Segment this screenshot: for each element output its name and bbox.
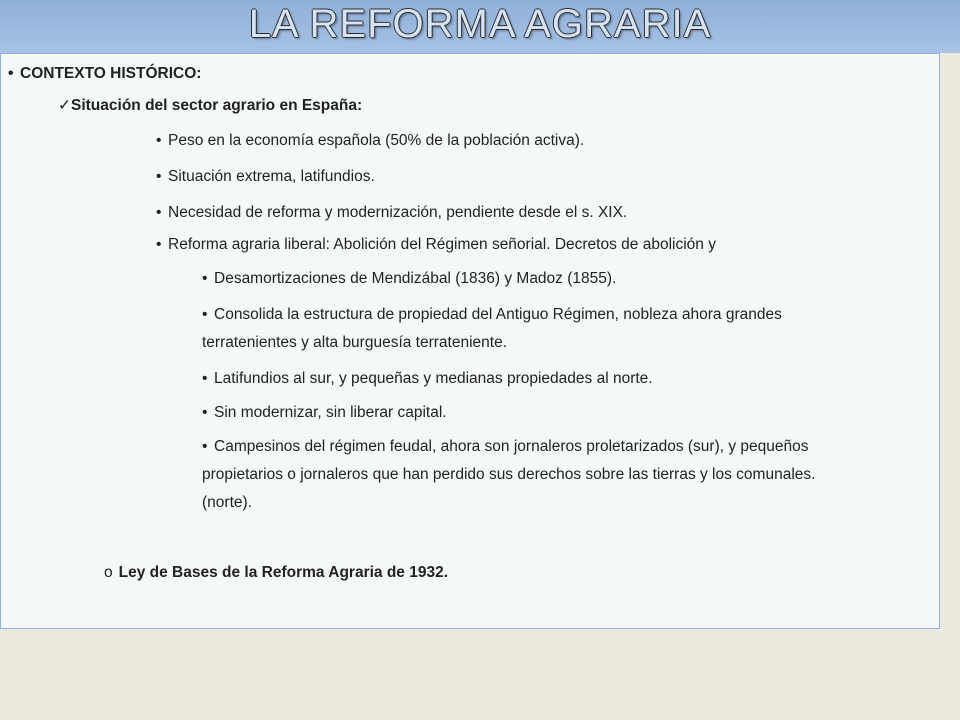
- final-line: [104, 560, 448, 586]
- subpoint-line: [202, 302, 782, 328]
- title-bar: [0, 0, 960, 53]
- point-text: Situación extrema, latifundios.: [168, 168, 375, 185]
- subpoint-line: [202, 266, 616, 292]
- subpoint-line: [202, 400, 447, 426]
- bullet-icon: •: [202, 438, 208, 455]
- bullet-icon: •: [202, 306, 208, 323]
- subpoint-text: Campesinos del régimen feudal, ahora son jornaleros proletarizados (sur), y pequeños: [214, 438, 809, 455]
- point-text: Necesidad de reforma y modernización, pendiente desde el s. XIX.: [168, 204, 628, 221]
- point-line: [156, 128, 584, 154]
- bullet-icon: •: [156, 204, 162, 221]
- subheading: Situación del sector agrario en España:: [71, 97, 363, 114]
- heading: CONTEXTO HISTÓRICO:: [20, 65, 202, 82]
- subpoint-text: Desamortizaciones de Mendizábal (1836) y Madoz (1855).: [214, 270, 617, 287]
- subpoint-line: [202, 434, 809, 460]
- bullet-icon: •: [156, 168, 162, 185]
- point-line: [156, 164, 375, 190]
- circle-bullet-icon: o: [104, 564, 113, 581]
- point-text: Reforma agraria liberal: Abolición del Régimen señorial. Decretos de abolición y: [168, 236, 716, 253]
- bullet-icon: •: [202, 404, 208, 421]
- subpoint-text: Latifundios al sur, y pequeñas y medianas propiedades al norte.: [214, 370, 653, 387]
- subpoint-line: [202, 366, 653, 392]
- bullet-icon: •: [156, 132, 162, 149]
- subpoint-continuation: propietarios o jornaleros que han perdido sus derechos sobre las tierras y los comunales.: [202, 466, 816, 483]
- subheading-line: [58, 93, 362, 119]
- point-line: [156, 200, 627, 226]
- point-text: Peso en la economía española (50% de la población activa).: [168, 132, 585, 149]
- subpoint-continuation: terratenientes y alta burguesía terrateniente.: [202, 334, 508, 351]
- slide-title: LA REFORMA AGRARIA: [248, 2, 712, 46]
- bullet-icon: •: [202, 370, 208, 387]
- final-text: Ley de Bases de la Reforma Agraria de 1932.: [118, 564, 449, 581]
- checkmark-icon: ✓: [58, 97, 71, 114]
- heading-line: [8, 61, 201, 87]
- subpoint-text: Consolida la estructura de propiedad del Antiguo Régimen, nobleza ahora grandes: [214, 306, 782, 323]
- point-line: [156, 232, 716, 258]
- subpoint-continuation: (norte).: [202, 494, 252, 511]
- bullet-icon: •: [202, 270, 208, 287]
- subpoint-text: Sin modernizar, sin liberar capital.: [214, 404, 447, 421]
- bullet-icon: •: [8, 65, 14, 82]
- bullet-icon: •: [156, 236, 162, 253]
